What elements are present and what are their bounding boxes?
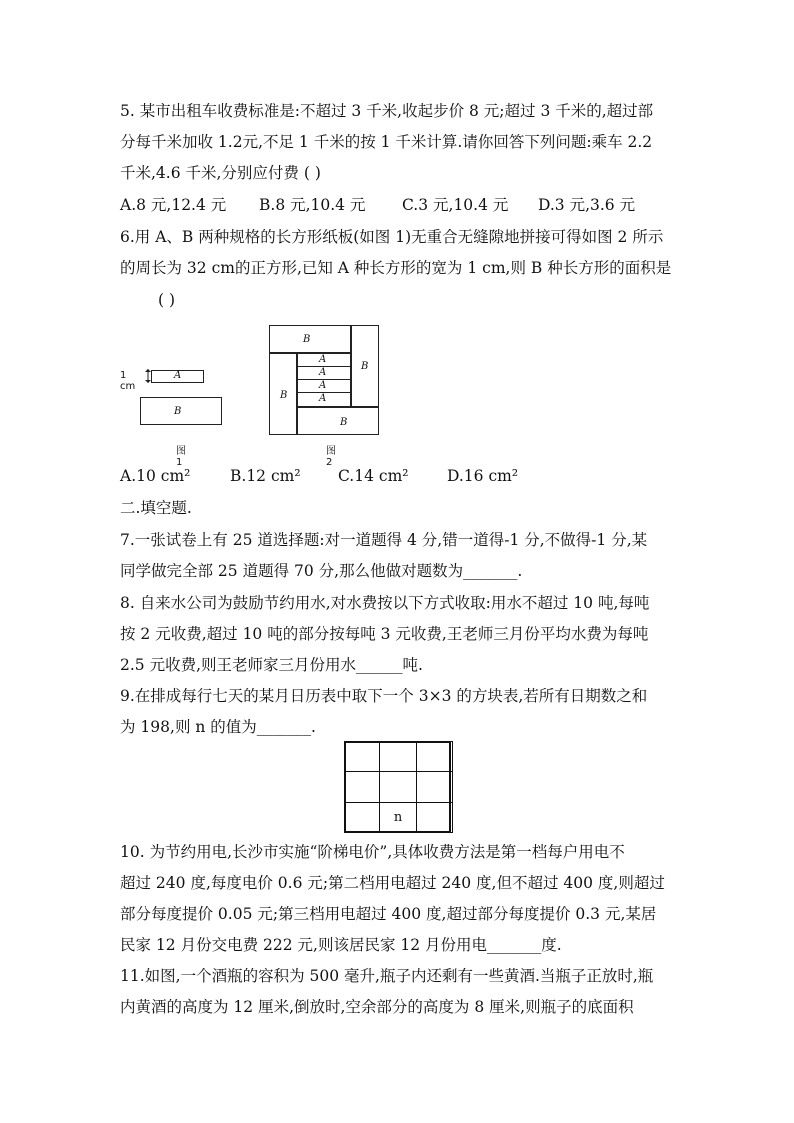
- width-label: 1 cm: [120, 370, 136, 392]
- section-title: 二.填空题.: [120, 499, 192, 517]
- q9-line-1: 9.在排成每行七天的某月日历表中取下一个 3×3 的方块表,若所有日期数之和: [120, 687, 648, 705]
- q7-line-2: 同学做完全部 25 道题得 70 分,那么他做对题数为_______.: [120, 562, 523, 580]
- b-left: B: [269, 353, 297, 435]
- grid-cell: [416, 741, 453, 772]
- q10-line-2: 超过 240 度,每度电价 0.6 元;第二档用电超过 240 度,但不超过 400 度,则超过: [120, 874, 665, 892]
- b-top: B: [269, 325, 351, 353]
- q6-option-a: A.10 cm²: [120, 467, 191, 485]
- q5-line-3: 千米,4.6 千米,分别应付费 ( ): [120, 164, 321, 182]
- q8-line-2: 按 2 元收费,超过 10 吨的部分按每吨 3 元收费,王老师三月份平均水费为每吨: [120, 625, 649, 643]
- grid-cell: [416, 771, 453, 803]
- q8-line-1: 8. 自来水公司为鼓励节约用水,对水费按以下方式收取:用水不超过 10 吨,每吨: [120, 594, 650, 612]
- q6-option-b: B.12 cm²: [230, 467, 301, 485]
- a-strip-1: A: [297, 353, 351, 367]
- q9-line-2: 为 198,则 n 的值为_______.: [120, 718, 316, 736]
- q6-line-1: 6.用 A、B 两种规格的长方形纸板(如图 1)无重合无缝隙地拼接可得如图 2 所示: [120, 228, 664, 246]
- calendar-grid: [344, 741, 451, 833]
- q5-line-2: 分每千米加收 1.2元,不足 1 千米的按 1 千米计算.请你回答下列问题:乘车 2.2: [120, 133, 653, 151]
- a-strip-2: A: [297, 366, 351, 380]
- q6-line-2: 的周长为 32 cm的正方形,已知 A 种长方形的宽为 1 cm,则 B 种长方形的面积是: [120, 259, 672, 277]
- q5-option-a: A.8 元,12.4 元: [120, 196, 227, 214]
- q8-line-3: 2.5 元收费,则王老师家三月份用水______吨.: [120, 656, 423, 674]
- grid-cell: [379, 771, 417, 803]
- a-strip-4: A: [297, 392, 351, 407]
- q6-line-3: ( ): [158, 291, 176, 309]
- q11-line-2: 内黄酒的高度为 12 厘米,倒放时,空余部分的高度为 8 厘米,则瓶子的底面积: [120, 998, 634, 1016]
- b-bottom: B: [297, 407, 379, 435]
- grid-cell-n: n: [379, 802, 417, 833]
- grid-cell: [344, 741, 380, 772]
- b-right: B: [351, 325, 379, 407]
- grid-cell: [344, 802, 380, 833]
- fig2-caption: 图 2: [326, 446, 336, 468]
- q5-line-1: 5. 某市出租车收费标准是:不超过 3 千米,收起步价 8 元;超过 3 千米的,超过部: [120, 102, 654, 120]
- grid-cell: [416, 802, 453, 833]
- a-strip-3: A: [297, 379, 351, 393]
- q6-option-d: D.16 cm²: [447, 467, 519, 485]
- q11-line-1: 11.如图,一个酒瓶的容积为 500 毫升,瓶子内还剩有一些黄酒.当瓶子正放时,瓶: [120, 967, 654, 985]
- q10-line-1: 10. 为节约用电,长沙市实施“阶梯电价”,具体收费方法是第一档每户用电不: [120, 843, 625, 861]
- fig1-caption: 图 1: [176, 446, 186, 468]
- grid-cell: [379, 741, 417, 772]
- q5-option-c: C.3 元,10.4 元: [402, 196, 509, 214]
- q5-option-b: B.8 元,10.4 元: [259, 196, 366, 214]
- q7-line-1: 7.一张试卷上有 25 道选择题:对一道题得 4 分,错一道得-1 分,不做得-1 分,某: [120, 531, 648, 549]
- q5-option-d: D.3 元,3.6 元: [538, 196, 636, 214]
- grid-cell: [344, 771, 380, 803]
- rect-a-sample: A: [151, 370, 204, 383]
- q10-line-4: 民家 12 月份交电费 222 元,则该居民家 12 月份用电_______度.: [120, 936, 562, 954]
- q6-option-c: C.14 cm²: [338, 467, 409, 485]
- q10-line-3: 部分每度提价 0.05 元;第三档用电超过 400 度,超过部分每度提价 0.3 元,某居: [120, 905, 657, 923]
- rect-b-sample: B: [140, 397, 222, 425]
